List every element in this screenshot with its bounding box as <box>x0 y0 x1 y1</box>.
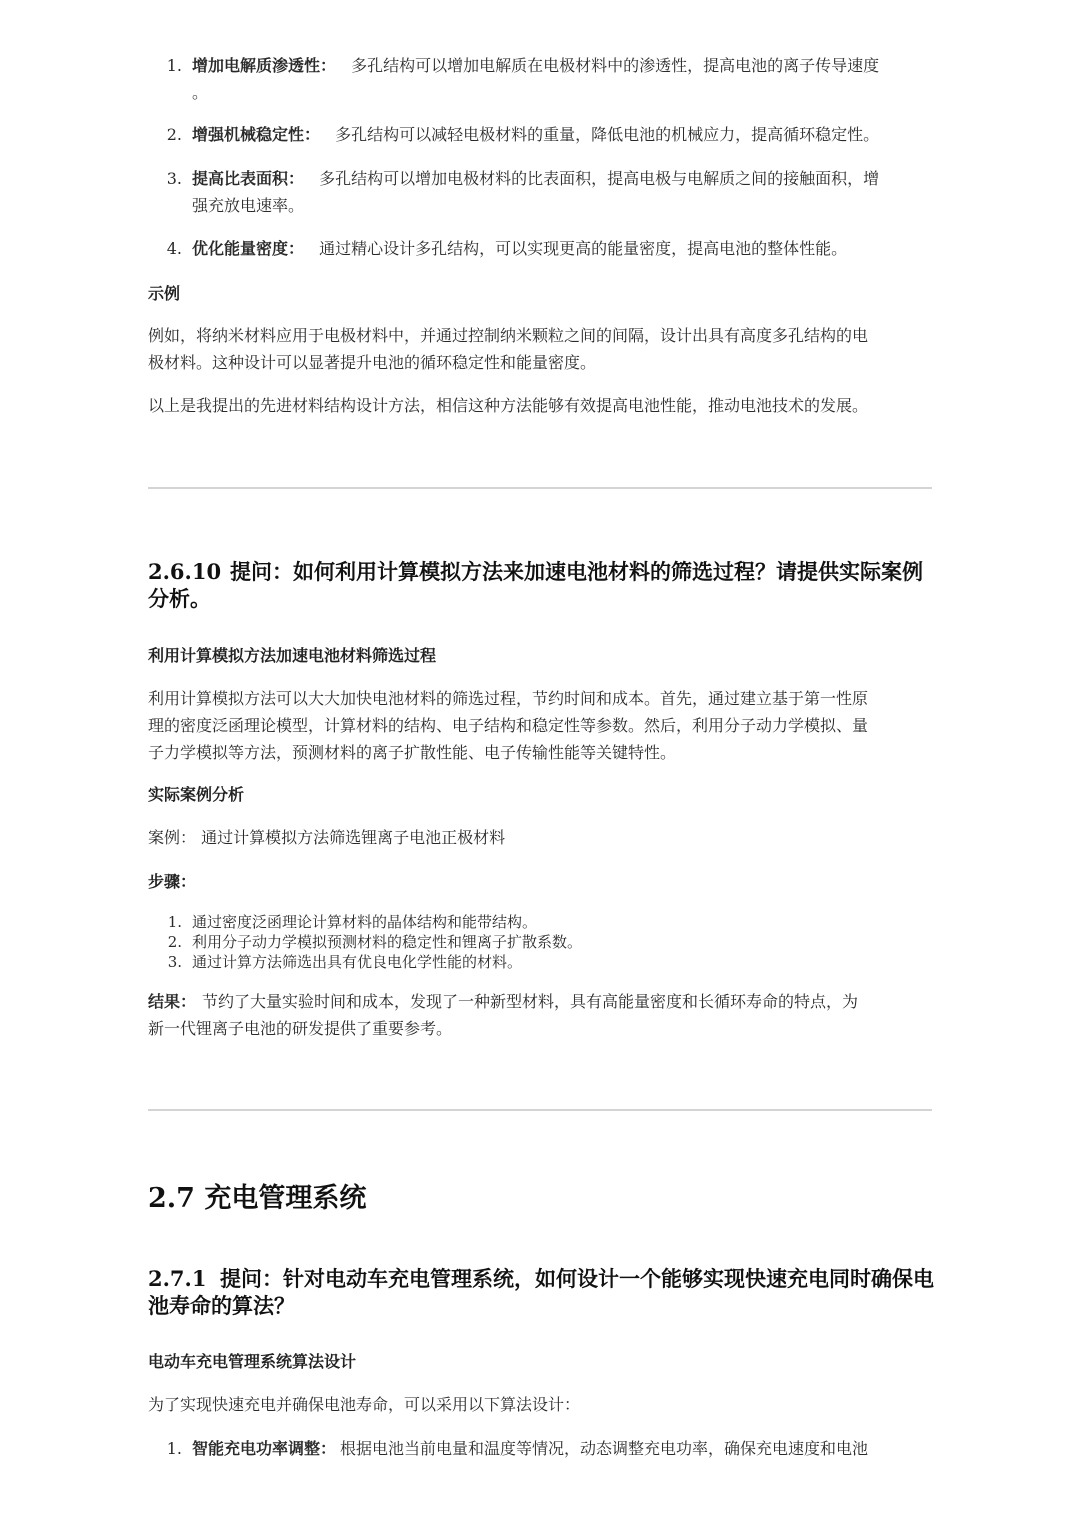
list-number: 3. <box>166 169 182 188</box>
list-number: 1. <box>166 1439 182 1458</box>
list-number: 3. <box>167 953 182 971</box>
section-heading-2-6-10 <box>148 558 923 585</box>
paragraph-line: 子力学模拟等方法，预测材料的离子扩散性能、电子传输性能等关键特性。 <box>148 743 677 762</box>
list-item-continuation: 强充放电速率。 <box>192 196 305 215</box>
list-item <box>192 1435 868 1462</box>
subheading: 电动车充电管理系统算法设计 <box>148 1352 357 1371</box>
section-divider <box>148 1109 932 1111</box>
list-item <box>192 121 879 148</box>
result-label: 结果： <box>148 992 197 1011</box>
list-item-term: 优化能量密度： <box>192 239 305 258</box>
example-heading: 示例 <box>148 284 181 303</box>
list-item-term: 智能充电功率调整： <box>192 1439 337 1458</box>
paragraph-line: 利用计算模拟方法可以大大加快电池材料的筛选过程，节约时间和成本。首先，通过建立基于第一性原 <box>148 689 869 708</box>
list-item <box>192 235 847 262</box>
paragraph-line: 理的密度泛函理论模型，计算材料的结构、电子结构和稳定性等参数。然后，利用分子动力学模拟、量 <box>148 716 869 735</box>
list-item-text: 根据电池当前电量和温度等情况，动态调整充电功率，确保充电速度和电池 <box>340 1439 869 1458</box>
list-item-term: 增加电解质渗透性： <box>192 56 337 75</box>
result-text: 节约了大量实验时间和成本，发现了一种新型材料，具有高能量密度和长循环寿命的特点，为 <box>202 992 859 1011</box>
list-number: 2. <box>167 933 182 951</box>
list-item-term: 增强机械稳定性： <box>192 125 321 144</box>
subheading: 实际案例分析 <box>148 785 245 804</box>
subheading: 利用计算模拟方法加速电池材料筛选过程 <box>148 646 437 665</box>
conclusion-paragraph: 以上是我提出的先进材料结构设计方法，相信这种方法能够有效提高电池性能，推动电池技术的发展。 <box>148 396 869 415</box>
section-number: 2.6.10 <box>148 559 222 584</box>
section-title-continuation: 分析。 <box>148 586 211 611</box>
list-number: 2. <box>166 125 182 144</box>
chapter-heading-2-7: 2.7 充电管理系统 <box>148 1183 367 1214</box>
case-line: 案例： 通过计算模拟方法筛选锂离子电池正极材料 <box>148 828 506 847</box>
list-item <box>192 52 879 79</box>
list-item-text: 通过精心设计多孔结构，可以实现更高的能量密度，提高电池的整体性能。 <box>319 239 848 258</box>
section-number: 2.7.1 <box>148 1266 207 1291</box>
list-item-term: 提高比表面积： <box>192 169 305 188</box>
section-divider <box>148 487 932 489</box>
list-item: 通过密度泛函理论计算材料的晶体结构和能带结构。 <box>192 913 538 931</box>
result-line <box>148 988 858 1015</box>
intro-paragraph: 为了实现快速充电并确保电池寿命，可以采用以下算法设计： <box>148 1395 581 1414</box>
steps-label: 步骤： <box>148 872 197 891</box>
list-item: 通过计算方法筛选出具有优良电化学性能的材料。 <box>192 953 523 971</box>
section-title: 提问：如何利用计算模拟方法来加速电池材料的筛选过程？请提供实际案例 <box>230 559 923 584</box>
section-title: 提问：针对电动车充电管理系统，如何设计一个能够实现快速充电同时确保电 <box>220 1266 934 1291</box>
section-heading-2-7-1 <box>148 1265 934 1292</box>
list-number: 1. <box>167 913 182 931</box>
list-number: 1. <box>166 56 182 75</box>
list-item-text: 多孔结构可以减轻电极材料的重量，降低电池的机械应力，提高循环稳定性。 <box>335 125 880 144</box>
section-title-continuation: 池寿命的算法？ <box>148 1293 295 1318</box>
list-item-text: 多孔结构可以增加电极材料的比表面积，提高电极与电解质之间的接触面积，增 <box>319 169 880 188</box>
list-item: 利用分子动力学模拟预测材料的稳定性和锂离子扩散系数。 <box>192 933 583 951</box>
list-number: 4. <box>166 239 182 258</box>
list-item-continuation: 。 <box>192 83 209 102</box>
list-item-text: 多孔结构可以增加电解质在电极材料中的渗透性，提高电池的离子传导速度 <box>351 56 880 75</box>
result-line-continuation: 新一代锂离子电池的研发提供了重要参考。 <box>148 1019 453 1038</box>
example-paragraph-line: 例如，将纳米材料应用于电极材料中，并通过控制纳米颗粒之间的间隔，设计出具有高度多孔结构的电 <box>148 326 869 345</box>
example-paragraph-line: 极材料。这种设计可以显著提升电池的循环稳定性和能量密度。 <box>148 353 597 372</box>
list-item <box>192 165 879 192</box>
